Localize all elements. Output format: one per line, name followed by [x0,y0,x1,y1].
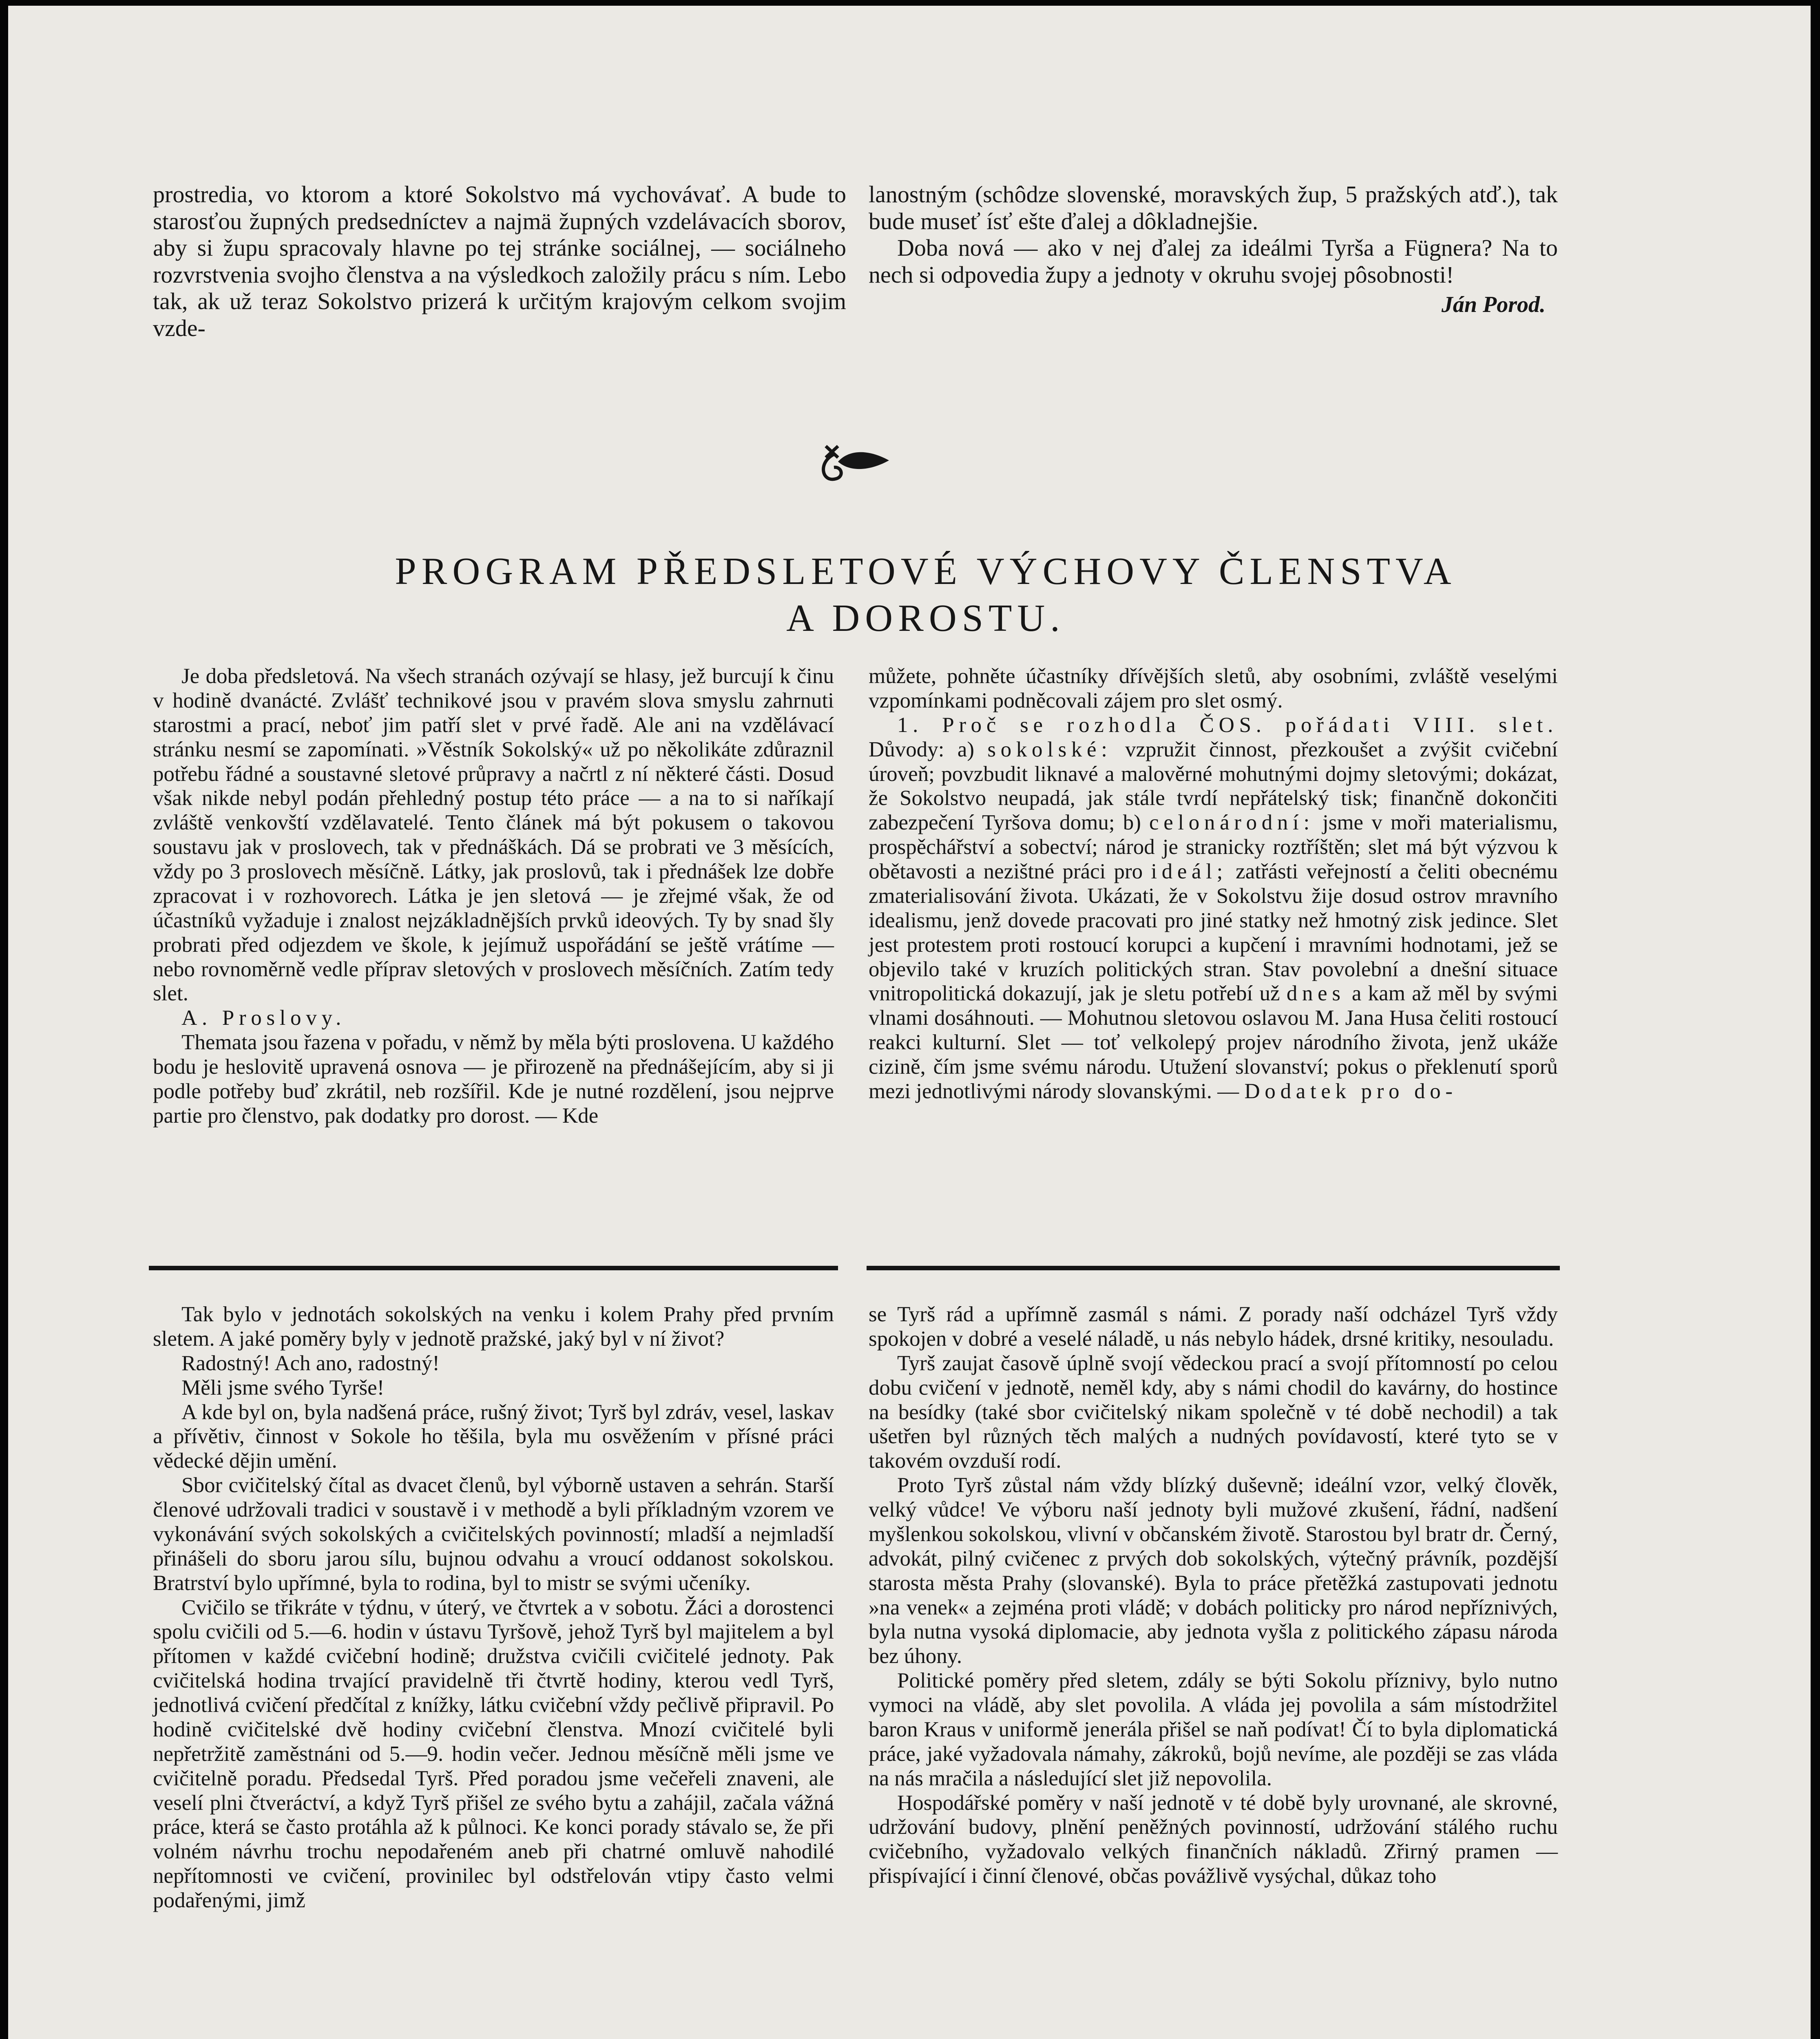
article-paragraph-reasons [869,713,1558,1104]
text-run: Důvody: a) [869,737,975,761]
article-paragraph: můžete, pohněte účastníky dřívějších sletů, aby osobními, zvláště veselými vzpomínkami podněcovali zájem pro slet osmý. [869,664,1558,712]
top-article-left-column [153,181,846,341]
text-run: zatřásti veřejností a čeliti obecnému zmaterialisování života. Ukázati, že v Sokolstvu žije dosud ostrov mravního idealismu, jenž dovede pracovati pro jiné statky než hmotný zisk jedince. Slet jest protestem proti rostoucí korupci a kupčení i mravními hodnotami, jež se objevilo také v kruzích politických stran. Stav povolební a dnešní situace vnitropolitická dokazují, jak je sletu potřebí už [869,860,1558,1006]
article-left-column [153,664,834,1128]
top-article-paragraph: lanostným (schôdze slovenské, moravských žup, 5 pražských atď.), tak bude museť ísť ešte ďalej a dôkladnejšie. [869,181,1558,234]
top-article-paragraph: Doba nová — ako v nej ďalej za ideálmi Tyrša a Fügnera? Na to nech si odpovedia župy a jednoty v okruhu svojej pôsobnosti! [869,234,1558,288]
bottom-paragraph: Cvičilo se třikráte v týdnu, v úterý, ve čtvrtek a v sobotu. Žáci a dorostenci spolu cvičili od 5.—6. hodin v ústavu Tyršově, jehož Tyrš byl majitelem a byl přítomen v každé cvičební hodině; družstva cvičili cvičitelé jednoty. Pak cvičitelská hodina trvající pravidelně tři čtvrtě hodiny, kterou vedl Tyrš, jednotlivá cvičení předčítal z knížky, látku cvičební vždy pečlivě připravil. Po hodině cvičitelské dvě hodiny cvičební členstva. Mnozí cvičitelé byli nepřetržitě zaměstnáni od 5.—9. hodin večer. Jednou měsíčně měli jsme ve cvičitelně poradu. Předsedal Tyrš. Před poradou jsme večeřeli znaveni, ale veselí plni čtveráctví, a když Tyrš přišel ze svého bytu a zahájil, začala vážná práce, která se často protáhla až k půlnoci. Ke konci porady stávalo se, že při volném návrhu trochu nepodařeném aneb při chatrné omluvě nahodilé nepřítomnosti ve cvičení, provinilec byl odstřelován vtipy často velmi podařenými, jimž [153,1595,834,1912]
emphasis-dodatek: Dodatek pro do- [1244,1079,1457,1103]
article-title-line-1: PROGRAM PŘEDSLETOVÉ VÝCHOVY ČLENSTVA [395,550,1457,593]
bottom-paragraph: Tak bylo v jednotách sokolských na venku i kolem Prahy před prvním sletem. A jaké poměry byly v jednotě pražské, jaký byl v ní život? [153,1303,834,1351]
bottom-article-right-column [869,1303,1558,1889]
separator-rule-right [867,1266,1560,1270]
section-heading-a-text: A. Proslovy. [181,1006,346,1030]
magazine-page [8,6,1811,2039]
article-right-column [869,664,1558,1104]
emphasis-ideal: ideál; [1151,860,1228,883]
text-run: jsme v moři materialismu, prospěchářství a sobectví; národ je stranicky roztříštěn; slet má být výzvou k obětavosti a nezištné práci pro [869,811,1558,883]
bottom-article-left-column [153,1303,834,1913]
bottom-paragraph: A kde byl on, byla nadšená práce, rušný život; Tyrš byl zdráv, vesel, laskav a přívětiv, činnost v Sokole ho těšila, byla mu osvěžením v přísné práci vědecké dějin umění. [153,1400,834,1473]
emphasis-sokolske: sokolské: [987,737,1112,761]
text-run: vzpružit činnost, přezkoušet a zvýšit cvičební úroveň; povzbudit liknavé a malověrné mohutnými dojmy sletovými; dokázat, že Sokolstvo neupadá, jak stále tvrdí nepřátelský tisk; finančně dokončiti zabezpečení Tyršova domu; b) [869,737,1558,835]
bottom-paragraph: Tyrš zaujat časově úplně svojí vědeckou prací a svojí přítomností po celou dobu cvičení v jednotě, neměl kdy, aby s námi chodil do kavárny, do hostince na besídky (také sbor cvičitelský nikam společně v té době nechodil) a tak ušetřen byl různých těch malých a nudných povídavostí, které tyto se v takovém ovzduší rodí. [869,1351,1558,1473]
article-paragraph: Je doba předsletová. Na všech stranách ozývají se hlasy, jež burcují k činu v hodině dvanácté. Zvlášť technikové jsou v pravém slova smyslu zahrnuti starostmi a prací, neboť jim patří slet v prvé řadě. Ale ani na vzdělávací stránku nesmí se zapomínati. »Věstník Sokolský« už po několikáte zdůraznil potřebu řádné a soustavné sletové průpravy a načrtl z ní některé části. Dosud však nikde nebyl podán přehledný postup této práce — a na to si naříkají zvláště venkovští vzdělavatelé. Tento článek má být pokusem o takovou soustavu jak v proslovech, tak v přednáškách. Dá se probrati ve 3 měsících, vždy po 3 proslovech měsíčně. Látky, jak proslovů, tak i přednášek lze dobře zpracovat i v rozhovorech. Látka je jen sletová — je zřejmé však, že od účastníků vyžaduje i znalost nejzákladnějších prvků ideových. Ty by snad šly probrati před odjezdem ve škole, k jejímuž uspořádání se ještě vrátíme — nebo rovnoměrně vedle příprav sletových v proslovech měsíčních. Zatím tedy slet. [153,664,834,1006]
bottom-paragraph: Měli jsme svého Tyrše! [181,1376,385,1400]
section-heading-a [153,1006,834,1031]
bottom-paragraph: Radostný! Ach ano, radostný! [181,1351,440,1375]
author-signature: Ján Porod. [1441,292,1546,318]
article-title [130,548,1721,641]
article-title-line-2: A DOROSTU. [786,597,1065,639]
emphasis-celonarodni: celonárodní: [1149,811,1314,835]
bottom-paragraph: se Tyrš rád a upřímně zasmál s námi. Z porady naší odcházel Tyrš vždy spokojen v dobré a veselé náladě, u nás nebylo hádek, drsné kritiky, nesouladu. [869,1303,1558,1351]
bottom-paragraph: Sbor cvičitelský čítal as dvacet členů, byl výborně ustaven a sehrán. Starší členové udržovali tradici v soustavě i v methodě a byli příkladným vzorem ve vykonávání svých sokolských a cvičitelských povinností; mladší a nejmladší přinášeli do sboru jarou sílu, bujnou odvahu a vroucí oddanost sokolskou. Bratrství bylo upřímné, byla to rodina, byl to mistr se svými učeníky. [153,1473,834,1595]
bottom-paragraph: Proto Tyrš zůstal nám vždy blízký duševně; ideální vzor, velký člověk, velký vůdce! Ve výboru naší jednoty byli mužové zkušení, řádní, nadšení myšlenkou sokolskou, vlivní v občanském životě. Starostou byl bratr dr. Černý, advokát, pilný cvičenec z prvých dob sokolských, výtečný právník, pozdější starosta města Prahy (slovanské). Byla to práce přetěžká zastupovati jednotu »na venek« a zejména proti vládě; v dobách politicky pro národ nepříznivých, byla nutna vysoká diplomacie, aby jednota vyšla z politického zápasu národa bez úhony. [869,1473,1558,1668]
question-heading: 1. Proč se rozhodla ČOS. pořádati VIII. slet. [897,713,1558,737]
top-article-paragraph: prostredia, vo ktorom a ktoré Sokolstvo má vychovávať. A bude to starosťou župných predsedníctev a najmä župných vzdelávacích sborov, aby si župu spracovaly hlavne po tej stránke sociálnej, — sociálneho rozvrstvenia svojho členstva a na výsledkoch založily prácu s ním. Lebo tak, ak už teraz Sokolstvo prizerá k určitým krajovým celkom svojim vzde- [153,181,846,341]
text-run: a kam až měl by svými vlnami dosáhnouti. — Mohutnou sletovou oslavou M. Jana Husa čeliti rostoucí reakci kulturní. Slet — toť velkolepý projev národního života, jenž ukáže cizině, čím jsme svému národu. Utužení slovanství; pokus o překlenutí sporů mezi jednotlivými národy slovanskými. — [869,982,1558,1103]
top-article-right-column [869,181,1558,318]
bottom-paragraph: Politické poměry před sletem, zdály se býti Sokolu příznivy, bylo nutno vymoci na vládě, aby slet povolila. A vláda jej povolila a sám místodržitel baron Kraus v uniformě jenerála přišel se naň podívat! Čí to byla diplomatická práce, jaké vyžadovala námahy, zákroků, bojů nevíme, ale později se zas vláda na nás mračila a následující slet již nepovolila. [869,1669,1558,1790]
bottom-paragraph: Hospodářské poměry v naší jednotě v té době byly urovnané, ale skrovné, udržování budovy, plnění peněžných povinností, udržování stálého ruchu cvičebního, vyžadovalo velkých finančních nákladů. Zřirný pramen — přispívající i činní členové, občas povážlivě vysýchal, důkaz toho [869,1791,1558,1888]
article-paragraph: Themata jsou řazena v pořadu, v němž by měla býti proslovena. U každého bodu je heslovitě upravená osnova — je přirozeně na přednášejícím, aby si ji podle potřeby buď zkrátil, neb rozšířil. Kde je nutné rozdělení, jsou nejprve partie pro členstvo, pak dodatky pro dorost. — Kde [153,1031,834,1128]
ornament-leaf-icon [814,438,895,487]
emphasis-dnes: dnes [1286,982,1345,1006]
separator-rule-left [149,1266,838,1270]
